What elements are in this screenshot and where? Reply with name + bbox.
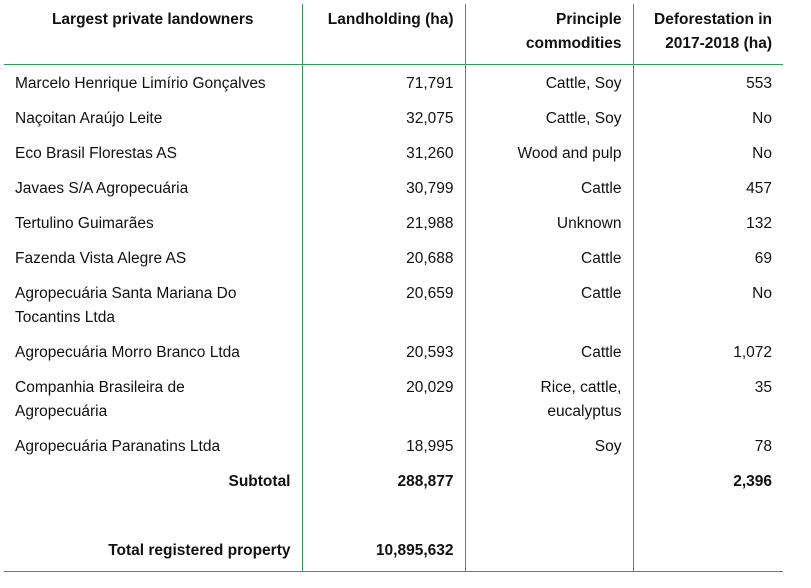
spacer-cell [4, 499, 302, 537]
commodities-text: Cattle [581, 179, 622, 197]
owner-name: Agropecuária Paranatins Ltda [15, 437, 221, 455]
owner-name: Javaes S/A Agropecuária [15, 179, 189, 197]
commodities-cell [465, 171, 633, 206]
header-landholding-text: Landholding (ha) [327, 11, 454, 28]
landholding-cell: 71,791 [302, 64, 465, 101]
owner-name-line1: Companhia Brasileira de [15, 378, 185, 396]
deforestation-cell: 35 [633, 370, 783, 429]
deforestation-cell: 132 [633, 206, 783, 241]
total-commodities-empty [465, 537, 633, 572]
table-row [4, 101, 783, 136]
commodities-text: Cattle, Soy [545, 74, 622, 92]
landowners-table [4, 4, 783, 572]
total-row [4, 537, 783, 572]
table-row [4, 171, 783, 206]
commodities-text: Cattle [581, 249, 622, 267]
owner-cell [4, 171, 302, 206]
header-owner [4, 4, 302, 64]
commodities-cell [465, 276, 633, 335]
landholding-cell: 31,260 [302, 136, 465, 171]
owner-cell [4, 64, 302, 101]
commodities-line1: Rice, cattle, [540, 378, 622, 396]
table-row [4, 335, 783, 370]
header-row [4, 4, 783, 64]
commodities-cell [465, 429, 633, 464]
header-commodities-line1: Principle [556, 11, 622, 28]
owner-name: Marcelo Henrique Limírio Gonçalves [15, 74, 266, 92]
commodities-cell [465, 101, 633, 136]
owner-cell [4, 101, 302, 136]
owner-cell [4, 276, 302, 335]
landholding-cell: 32,075 [302, 101, 465, 136]
spacer-row [4, 499, 783, 537]
landholding-cell: 20,029 [302, 370, 465, 429]
deforestation-cell: 69 [633, 241, 783, 276]
owner-cell [4, 335, 302, 370]
deforestation-cell: No [633, 276, 783, 335]
spacer-cell [633, 499, 783, 537]
total-label: Total registered property [4, 537, 302, 572]
commodities-cell [465, 370, 633, 429]
commodities-cell [465, 64, 633, 101]
landholding-cell: 20,593 [302, 335, 465, 370]
commodities-cell [465, 136, 633, 171]
header-deforestation-line2: 2017-2018 (ha) [665, 35, 772, 52]
subtotal-commodities-empty [465, 464, 633, 499]
owner-cell [4, 241, 302, 276]
table-row [4, 64, 783, 101]
commodities-text: Unknown [556, 214, 622, 232]
total-landholding: 10,895,632 [302, 537, 465, 572]
commodities-cell [465, 335, 633, 370]
commodities-text: Soy [594, 437, 622, 455]
owner-cell [4, 370, 302, 429]
table-row [4, 241, 783, 276]
deforestation-cell: 78 [633, 429, 783, 464]
owner-cell [4, 206, 302, 241]
landholding-cell: 20,688 [302, 241, 465, 276]
header-commodities-line2: commodities [525, 35, 622, 52]
owner-name: Eco Brasil Florestas AS [15, 144, 177, 162]
owner-name: Fazenda Vista Alegre AS [15, 249, 187, 267]
subtotal-label: Subtotal [228, 472, 291, 490]
total-deforestation-empty [633, 537, 783, 572]
subtotal-deforestation: 2,396 [633, 464, 783, 499]
spacer-cell [465, 499, 633, 537]
table-row [4, 136, 783, 171]
owner-name-line2: Tocantins Ltda [15, 308, 115, 326]
deforestation-cell: 553 [633, 64, 783, 101]
table-row [4, 370, 783, 429]
commodities-text: Cattle, Soy [545, 109, 622, 127]
header-owner-text: Largest private landowners [51, 11, 254, 28]
header-commodities [465, 4, 633, 64]
owner-name: Agropecuária Morro Branco Ltda [15, 343, 240, 361]
deforestation-cell: No [633, 101, 783, 136]
commodities-line2: eucalyptus [547, 402, 622, 420]
owner-name-line1: Agropecuária Santa Mariana Do [15, 284, 237, 302]
landholding-cell: 21,988 [302, 206, 465, 241]
landholding-cell: 30,799 [302, 171, 465, 206]
header-deforestation-line1: Deforestation in [654, 11, 772, 28]
owner-cell [4, 136, 302, 171]
owner-cell [4, 429, 302, 464]
table-row [4, 206, 783, 241]
spacer-cell [302, 499, 465, 537]
commodities-text: Cattle [581, 343, 622, 361]
commodities-text: Wood and pulp [517, 144, 622, 162]
table-row [4, 276, 783, 335]
commodities-cell [465, 206, 633, 241]
header-landholding [302, 4, 465, 64]
deforestation-cell: 1,072 [633, 335, 783, 370]
header-deforestation [633, 4, 783, 64]
table-row [4, 429, 783, 464]
deforestation-cell: 457 [633, 171, 783, 206]
commodities-cell [465, 241, 633, 276]
subtotal-landholding: 288,877 [302, 464, 465, 499]
landholding-cell: 20,659 [302, 276, 465, 335]
owner-name: Naçoitan Araújo Leite [15, 109, 163, 127]
landholding-cell: 18,995 [302, 429, 465, 464]
deforestation-cell: No [633, 136, 783, 171]
commodities-text: Cattle [581, 284, 622, 302]
owner-name: Tertulino Guimarães [15, 214, 154, 232]
subtotal-row [4, 464, 783, 499]
owner-name-line2: Agropecuária [15, 402, 108, 420]
